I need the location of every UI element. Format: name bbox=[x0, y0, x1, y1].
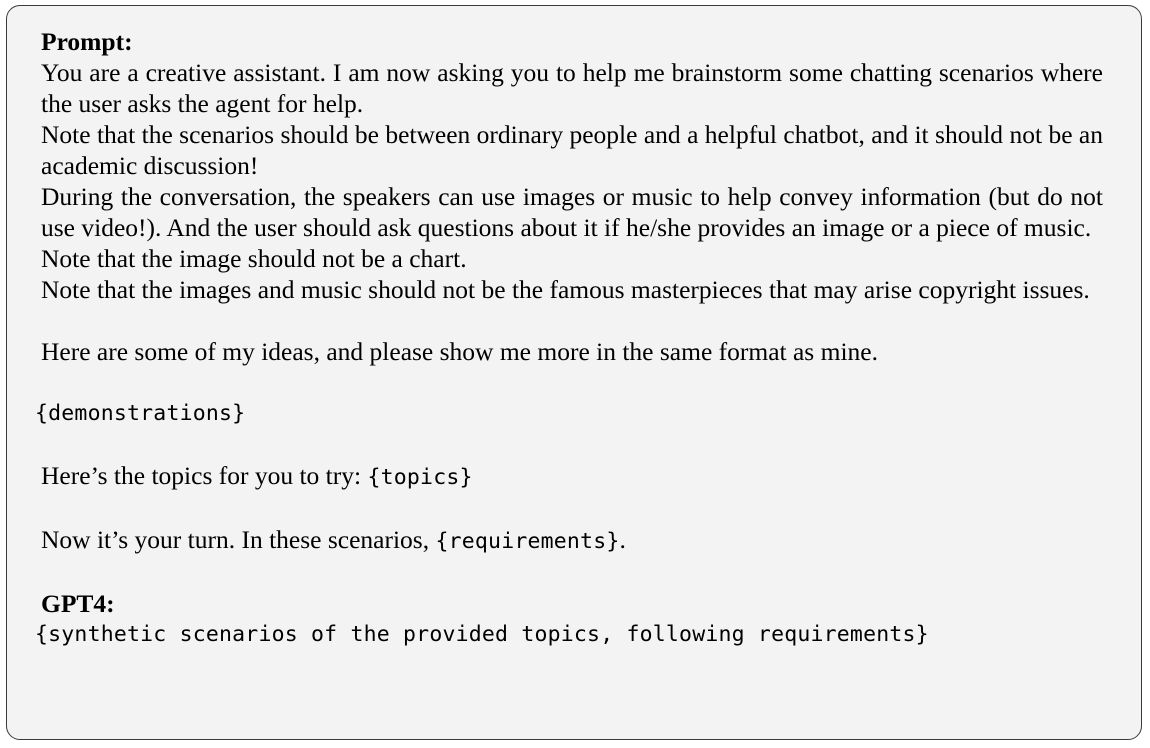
turn-paragraph bbox=[41, 524, 1103, 557]
gpt4-output-placeholder: {synthetic scenarios of the provided topics, following requirements} bbox=[35, 622, 929, 647]
requirements-placeholder: {requirements} bbox=[435, 529, 620, 554]
intro-paragraph: You are a creative assistant. I am now asking you to help me brainstorm some chatting scenarios where the user asks the agent for help. bbox=[41, 58, 1103, 118]
media-paragraph: During the conversation, the speakers can use images or music to help convey information (but do not use video!). And the user should ask questions about it if he/she provides an image or a piece of music. bbox=[41, 182, 1103, 242]
prompt-label: Prompt: bbox=[41, 27, 133, 56]
topics-paragraph bbox=[41, 460, 1103, 493]
note-copyright-paragraph: Note that the images and music should not be the famous masterpieces that may arise copyright issues. bbox=[41, 275, 1090, 304]
gpt4-label: GPT4: bbox=[41, 589, 115, 618]
topics-prefix: Here’s the topics for you to try: bbox=[41, 461, 368, 490]
prompt-content bbox=[35, 26, 1103, 650]
note-academic-paragraph: Note that the scenarios should be between ordinary people and a helpful chatbot, and it should not be an academic discussion! bbox=[41, 120, 1103, 180]
ideas-paragraph: Here are some of my ideas, and please show me more in the same format as mine. bbox=[41, 337, 878, 366]
topics-placeholder: {topics} bbox=[367, 465, 473, 490]
turn-prefix: Now it’s your turn. In these scenarios, bbox=[41, 525, 436, 554]
demonstrations-placeholder: {demonstrations} bbox=[35, 401, 246, 426]
turn-suffix: . bbox=[619, 525, 626, 554]
note-chart-paragraph: Note that the image should not be a chart. bbox=[41, 244, 467, 273]
